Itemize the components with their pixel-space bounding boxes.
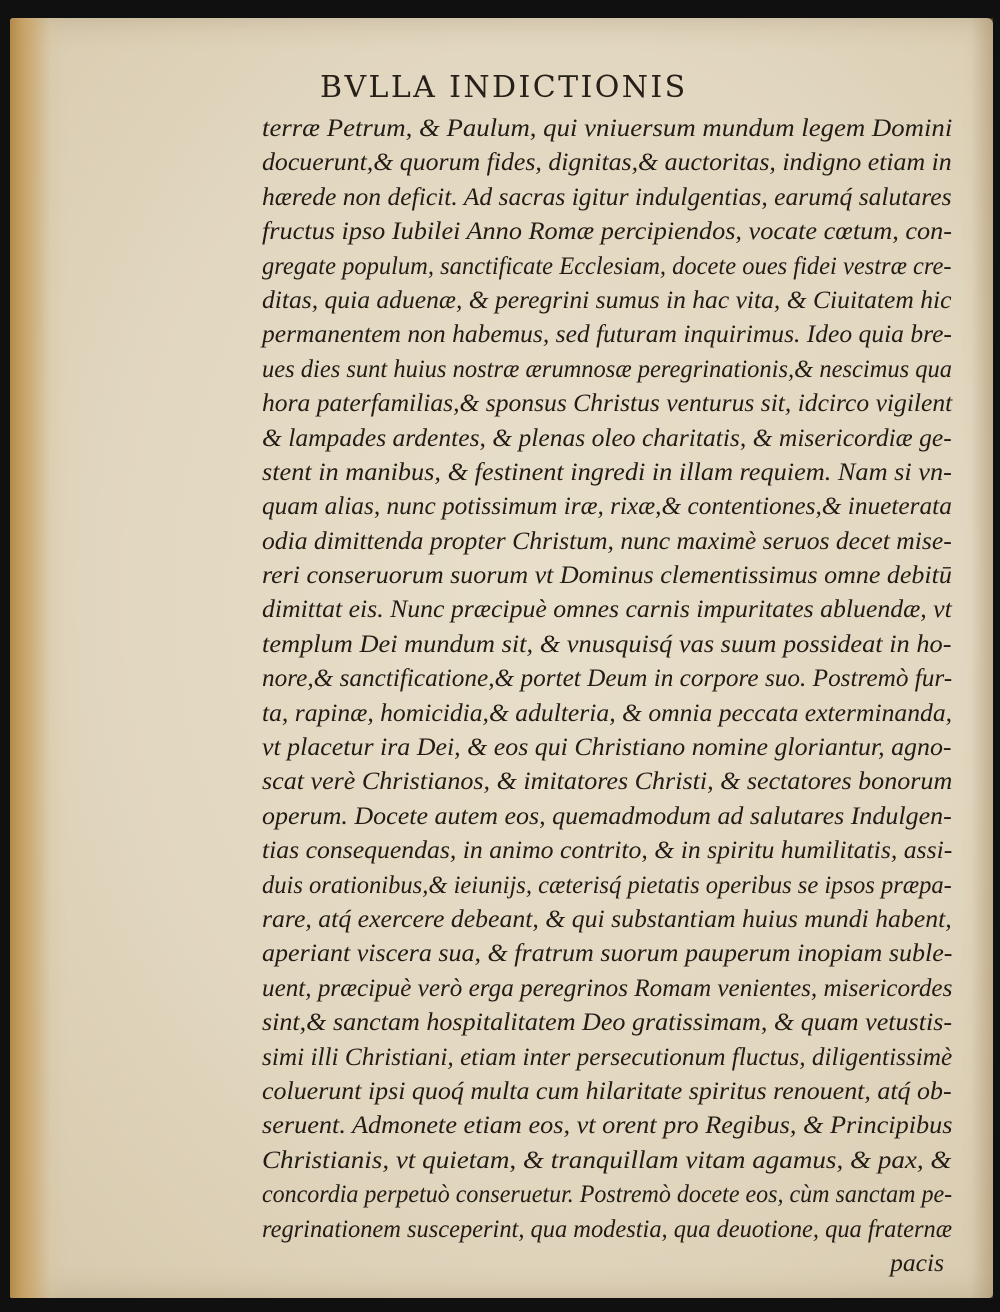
- book-page: [10, 18, 993, 1298]
- text-line: concordia perpetuò conseruetur. Postremò docete eos, cùm sanctam pe-: [262, 1179, 953, 1209]
- text-line: stent in manibus, & festinent ingredi in illam requiem. Nam si vn-: [262, 456, 952, 486]
- text-line: hærede non deficit. Ad sacras igitur indulgentias, earumq́ salutares: [262, 181, 952, 211]
- text-line: rare, atq́ exercere debeant, & qui substantiam huius mundi habent,: [262, 903, 952, 933]
- text-line: coluerunt ipsi quoq́ multa cum hilaritate spiritus renouent, atq́ ob-: [262, 1075, 952, 1105]
- text-line: uent, præcipuè verò erga peregrinos Romam venientes, misericordes: [262, 972, 953, 1002]
- text-line: & lampades ardentes, & plenas oleo charitatis, & misericordiæ ge-: [262, 422, 952, 452]
- gutter-shadow: [10, 18, 68, 1298]
- text-line: tias consequendas, in animo contrito, & in spiritu humilitatis, assi-: [262, 835, 953, 865]
- text-line: simi illi Christiani, etiam inter persecutionum fluctus, diligentissimè: [262, 1041, 953, 1071]
- text-line: fructus ipso Iubilei Anno Romæ percipiendos, vocate cœtum, con-: [262, 216, 953, 246]
- catchword: pacis: [890, 1247, 944, 1277]
- text-line: terræ Petrum, & Paulum, qui vniuersum mundum legem Domini: [262, 113, 953, 142]
- text-line: dimittat eis. Nunc præcipuè omnes carnis impuritates abluendæ, vt: [262, 594, 952, 624]
- text-line: scat verè Christianos, & imitatores Christi, & sectatores bonorum: [262, 766, 953, 796]
- text-line: reri conseruorum suorum vt Dominus clementissimus omne debitū: [262, 560, 952, 590]
- text-line: templum Dei mundum sit, & vnusquisq́ vas suum possideat in ho-: [262, 628, 952, 658]
- text-line: ta, rapinæ, homicidia,& adulteria, & omnia peccata exterminanda,: [262, 697, 953, 727]
- text-line: sint,& sanctam hospitalitatem Deo gratissimam, & quam vetustis-: [262, 1007, 953, 1037]
- text-line: quam alias, nunc potissimum iræ, rixæ,& contentiones,& inueterata: [262, 491, 952, 521]
- text-line: vt placetur ira Dei, & eos qui Christiano nomine gloriantur, agno-: [262, 732, 952, 762]
- text-line: nore,& sanctificatione,& portet Deum in corpore suo. Postremò fur-: [262, 663, 953, 693]
- text-line: ues dies sunt huius nostræ ærumnosæ peregrinationis,& nescimus qua: [262, 353, 953, 383]
- running-head: BVLLA INDICTIONIS: [320, 70, 688, 105]
- text-line: aperiant viscera sua, & fratrum suorum pauperum inopiam suble-: [262, 938, 953, 968]
- text-line: seruent. Admonete etiam eos, vt orent pro Regibus, & Principibus: [262, 1110, 953, 1140]
- text-line: duis orationibus,& ieiunijs, cæterisq́ pietatis operibus se ipsos præpa-: [262, 869, 952, 899]
- text-line: permanentem non habemus, sed futuram inquirimus. Ideo quia bre-: [262, 319, 952, 349]
- text-line: gregate populum, sanctificate Ecclesiam, docete oues fidei vestræ cre-: [262, 250, 952, 280]
- text-line: ditas, quia aduenæ, & peregrini sumus in hac vita, & Ciuitatem hic: [262, 284, 952, 314]
- text-line: regrinationem susceperint, qua modestia, qua deuotione, qua fraternæ: [262, 1213, 953, 1243]
- text-line: operum. Docete autem eos, quemadmodum ad salutares Indulgen-: [262, 800, 952, 830]
- text-line: hora paterfamilias,& sponsus Christus venturus sit, idcirco vigilent: [262, 388, 953, 418]
- text-line: Christianis, vt quietam, & tranquillam vitam agamus, & pax, &: [262, 1144, 952, 1174]
- text-line: docuerunt,& quorum fides, dignitas,& auctoritas, indigno etiam in: [262, 147, 952, 177]
- text-line: odia dimittenda propter Christum, nunc maximè seruos decet mise-: [262, 525, 952, 555]
- body-text: [262, 111, 952, 1280]
